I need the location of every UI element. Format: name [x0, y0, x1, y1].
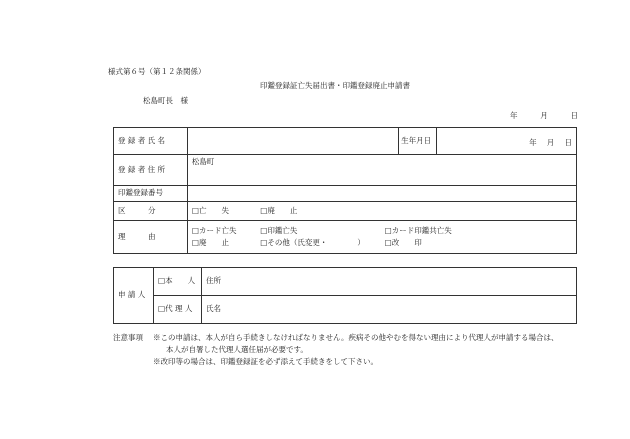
reason-option-both-lost[interactable]: □カード印鑑共亡失 — [384, 226, 452, 236]
address-prefill: 松島町 — [191, 157, 215, 166]
notes-heading: 注意事項 — [113, 333, 143, 342]
reason-option-abolish[interactable]: □廃 止 — [191, 237, 229, 247]
birth-date-field[interactable] — [437, 128, 577, 155]
notes-line-2: 本人が自署した代理人選任届が必要です。 — [166, 345, 308, 354]
date-day: 日 — [570, 111, 578, 120]
category-label: 区 分 — [114, 202, 188, 221]
notes-line-1: ※この申請は、本人が自ら手続きしなければなりません。疾病その他やむを得ない理由により代理人が申請する場合は、 — [153, 333, 559, 342]
category-option-abolish[interactable]: □廃 止 — [260, 205, 298, 215]
reason-option-card-lost[interactable]: □カード亡失 — [191, 226, 237, 236]
reason-label: 理 由 — [114, 221, 188, 254]
applicant-self-option[interactable]: □本 人 — [153, 268, 201, 296]
category-option-lost[interactable]: □亡 失 — [191, 205, 229, 215]
address-field[interactable] — [187, 155, 576, 186]
reason-option-seal-lost[interactable]: □印鑑亡失 — [260, 226, 298, 236]
birth-month: 月 — [546, 138, 555, 148]
applicant-agent-option[interactable]: □代 理 人 — [153, 296, 201, 324]
category-field — [187, 202, 576, 221]
date-header — [510, 110, 578, 121]
reason-option-seal-change[interactable]: □改 印 — [384, 237, 422, 247]
registration-table — [113, 127, 577, 254]
name-label: 登 録 者 氏 名 — [114, 128, 188, 155]
address-label: 登 録 者 住 所 — [114, 155, 188, 186]
notes-line-3: ※改印等の場合は、印鑑登録証を必ず添えて手続きをして下さい。 — [153, 357, 378, 366]
number-label: 印鑑登録番号 — [114, 186, 188, 202]
form-number: 様式第６号（第１２条関係） — [108, 67, 206, 76]
applicant-name-label: 氏名 — [205, 304, 221, 314]
applicant-name-field[interactable] — [201, 296, 576, 324]
birth-year: 年 — [529, 138, 537, 148]
form-title: 印鑑登録証亡失届出書・印鑑登録廃止申請書 — [260, 81, 410, 90]
addressee: 松島町長 様 — [143, 96, 188, 105]
reason-option-other[interactable]: □その他（氏変更・ ） — [260, 237, 365, 247]
date-month: 月 — [540, 111, 548, 120]
applicant-address-field[interactable] — [201, 268, 576, 296]
applicant-label: 申 請 人 — [114, 268, 154, 324]
reason-field — [187, 221, 576, 254]
date-year: 年 — [510, 111, 518, 120]
name-field[interactable] — [187, 128, 398, 155]
applicant-table — [113, 267, 577, 324]
birth-label: 生年月日 — [399, 128, 437, 155]
birth-day: 日 — [564, 138, 572, 148]
number-field[interactable] — [187, 186, 576, 202]
applicant-address-label: 住所 — [205, 276, 221, 286]
